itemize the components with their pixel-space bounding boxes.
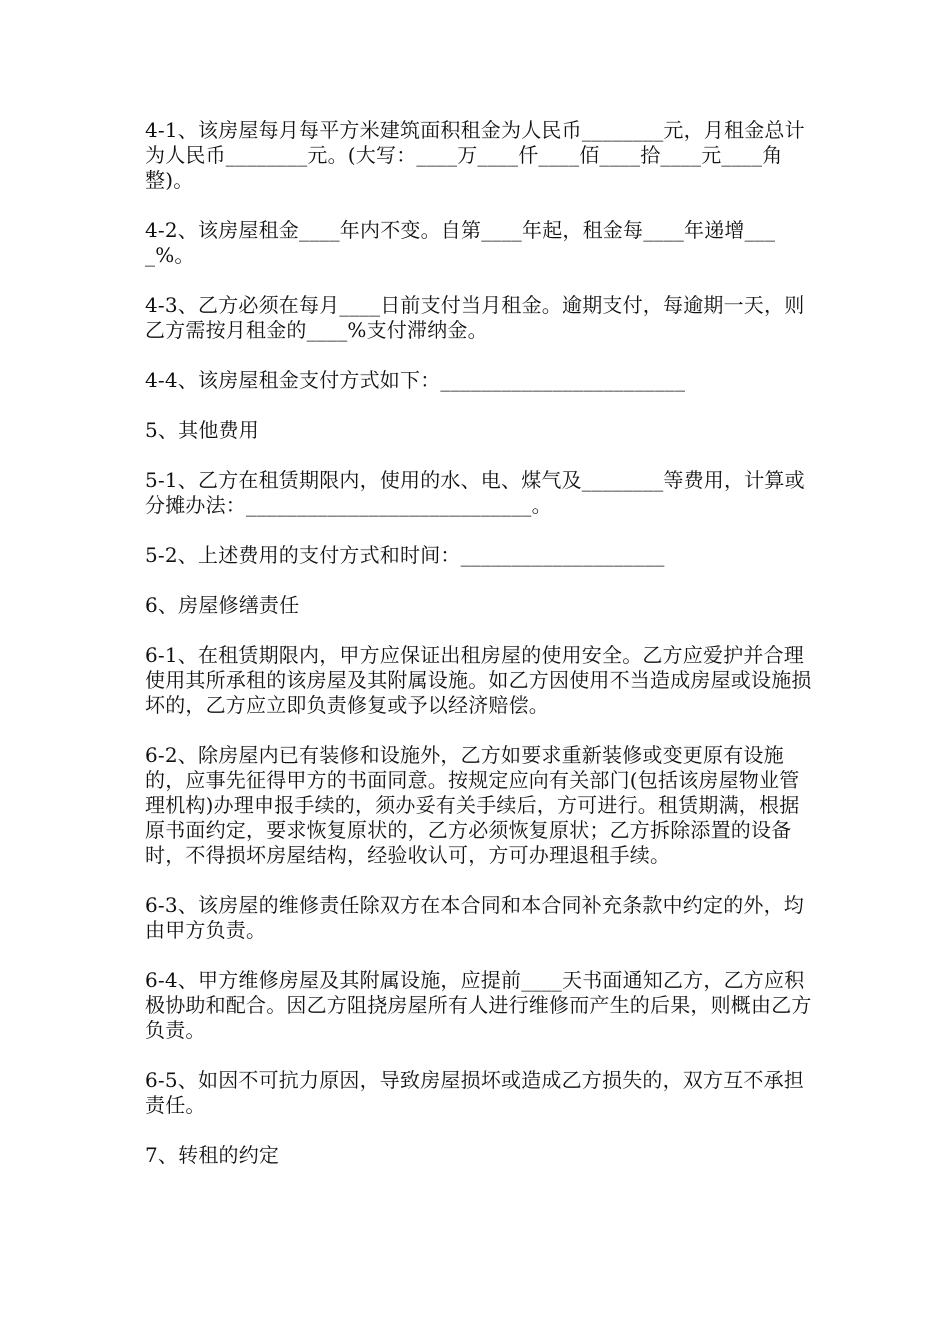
clause-6-5: 6-5、如因不可抗力原因，导致房屋损坏或造成乙方损失的，双方互不承担责任。 [145,1068,805,1117]
document-body [145,118,815,1193]
section-heading-5: 5、其他费用 [145,418,259,442]
clause-6-4: 6-4、甲方维修房屋及其附属设施，应提前____天书面通知乙方，乙方应积极协助和配合。因乙方阻挠房屋所有人进行维修而产生的后果，则概由乙方负责。 [145,968,812,1042]
section-heading-7: 7、转租的约定 [145,1143,280,1167]
clause-4-1: 4-1、该房屋每月每平方米建筑面积租金为人民币________元，月租金总计为人民币________元。(大写：____万____仟____佰____拾____元____角整)。 [145,118,805,192]
clause-6-2: 6-2、除房屋内已有装修和设施外，乙方如要求重新装修或变更原有设施的，应事先征得甲方的书面同意。按规定应向有关部门(包括该房屋物业管理机构)办理申报手续的，须办妥有关手续后，方可进行。租赁期满，根据原书面约定，要求恢复原状的，乙方必须恢复原状；乙方拆除添置的设备时，不得损坏房屋结构，经验收认可，方可办理退租手续。 [145,743,800,867]
clause-4-2: 4-2、该房屋租金____年内不变。自第____年起，租金每____年递增____%。 [145,218,776,267]
clause-5-1: 5-1、乙方在租赁期限内，使用的水、电、煤气及________等费用，计算或分摊办法：____________________________。 [145,468,805,517]
clause-5-2: 5-2、上述费用的支付方式和时间：____________________ [145,543,665,567]
clause-4-4: 4-4、该房屋租金支付方式如下：________________________ [145,368,686,392]
section-heading-6: 6、房屋修缮责任 [145,593,300,617]
clause-6-1: 6-1、在租赁期限内，甲方应保证出租房屋的使用安全。乙方应爱护并合理使用其所承租的该房屋及其附属设施。如乙方因使用不当造成房屋或设施损坏的，乙方应立即负责修复或予以经济赔偿。 [145,643,812,717]
clause-4-3: 4-3、乙方必须在每月____日前支付当月租金。逾期支付，每逾期一天，则乙方需按月租金的____%支付滞纳金。 [145,293,805,342]
clause-6-3: 6-3、该房屋的维修责任除双方在本合同和本合同补充条款中约定的外，均由甲方负责。 [145,893,805,942]
